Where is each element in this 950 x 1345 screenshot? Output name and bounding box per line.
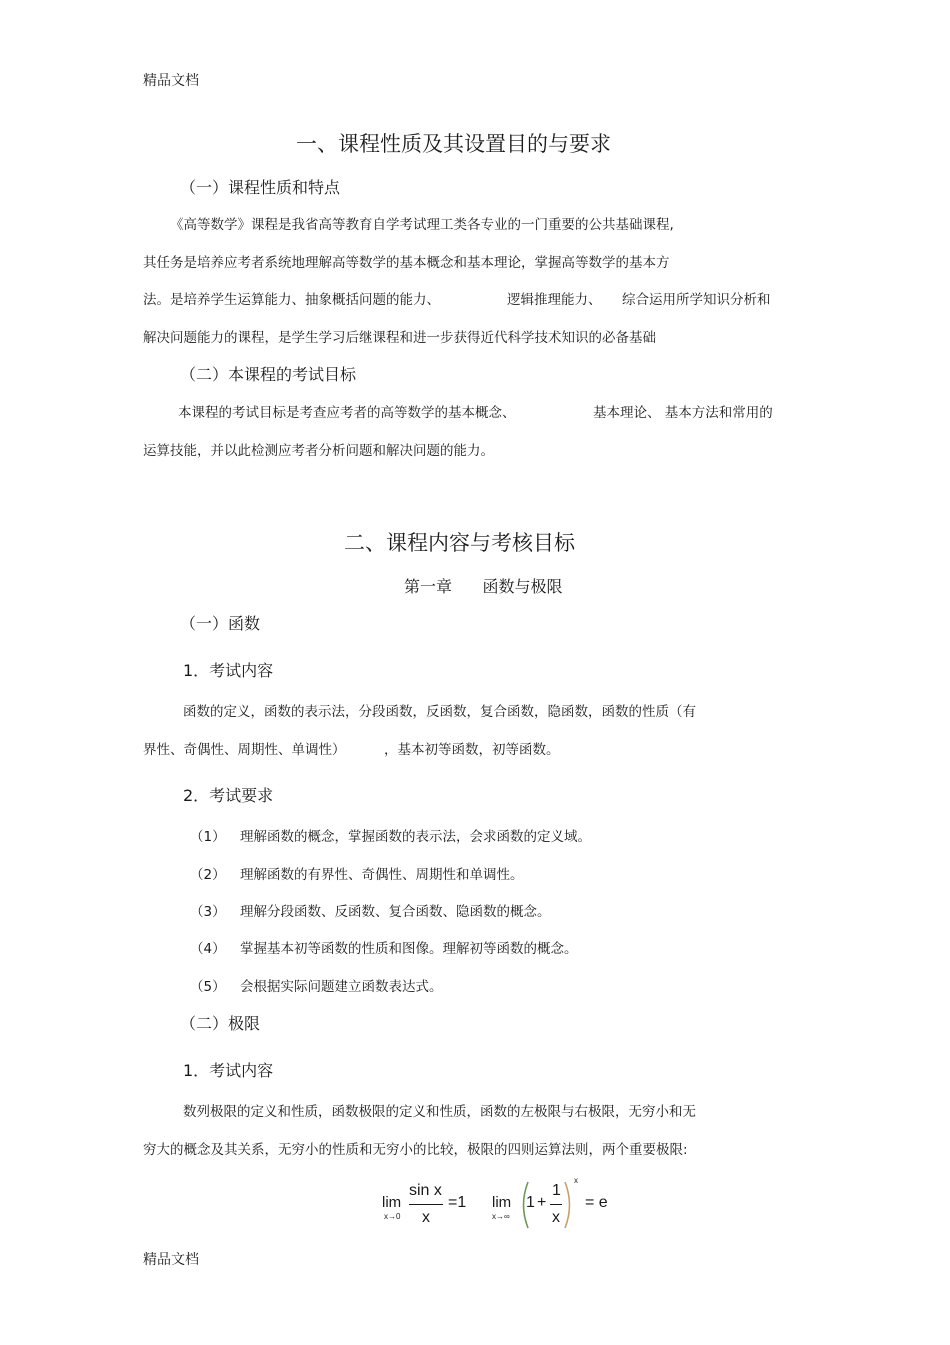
requirement-item <box>190 863 524 883</box>
exponent: x <box>574 1176 578 1185</box>
requirement-num: （2） <box>190 867 226 883</box>
fraction-bar-1 <box>409 1204 443 1205</box>
sub2-line1b: 基本理论、 基本方法和常用的 <box>593 405 773 421</box>
part1-content-title: 1．考试内容 <box>183 661 274 680</box>
requirement-num: （4） <box>190 941 226 957</box>
part1-content-line1: 函数的定义，函数的表示法，分段函数，反函数，复合函数，隐函数，函数的性质（有 <box>183 704 696 720</box>
requirement-item <box>190 937 578 957</box>
equals-one: =1 <box>448 1194 467 1211</box>
part1-content-line2b: ，基本初等函数，初等函数。 <box>384 742 560 758</box>
lim-label-1: lim <box>382 1194 402 1211</box>
part2-title: （二）极限 <box>180 1014 261 1033</box>
requirement-num: （3） <box>190 904 226 920</box>
fraction-numerator-2: 1 <box>552 1182 561 1199</box>
lim-subscript-2: x→∞ <box>492 1212 510 1221</box>
chapter-title: 第一章 函数与极限 <box>404 577 563 596</box>
part1-content-line2a: 界性、奇偶性、周期性、单调性） <box>143 742 346 758</box>
one-term: 1 <box>526 1194 535 1211</box>
lim-label-2: lim <box>492 1194 512 1211</box>
lim-subscript-1: x→0 <box>384 1212 401 1221</box>
sub1-line3b: 逻辑推理能力、 <box>507 292 602 308</box>
requirement-text: 会根据实际问题建立函数表达式。 <box>240 979 443 995</box>
sub1-line3c: 综合运用所学知识分析和 <box>622 292 771 308</box>
part2-content-line2: 穷大的概念及其关系，无穷小的性质和无穷小的比较，极限的四则运算法则，两个重要极限: <box>143 1142 688 1158</box>
sub2-title: （二）本课程的考试目标 <box>180 365 357 384</box>
sub1-line2: 其任务是培养应考者系统地理解高等数学的基本概念和基本理论，掌握高等数学的基本方 <box>143 255 670 271</box>
fraction-bar-2 <box>550 1204 562 1205</box>
section2-title: 二、课程内容与考核目标 <box>344 531 575 555</box>
part1-req-title: 2．考试要求 <box>183 786 274 805</box>
part1-title: （一）函数 <box>180 614 261 633</box>
sub1-title: （一）课程性质和特点 <box>180 178 341 197</box>
part2-content-title: 1．考试内容 <box>183 1061 274 1080</box>
requirement-text: 理解函数的有界性、奇偶性、周期性和单调性。 <box>240 867 524 883</box>
requirement-text: 掌握基本初等函数的性质和图像。理解初等函数的概念。 <box>240 941 578 957</box>
sub2-line1a: 本课程的考试目标是考查应考者的高等数学的基本概念、 <box>178 405 516 421</box>
fraction-numerator-1: sin x <box>409 1182 442 1199</box>
fraction-denominator-1: x <box>422 1209 430 1226</box>
sub1-line4: 解决问题能力的课程，是学生学习后继课程和进一步获得近代科学技术知识的必备基础 <box>143 330 656 346</box>
requirement-num: （5） <box>190 979 226 995</box>
requirement-item <box>190 975 443 995</box>
fraction-denominator-2: x <box>552 1209 560 1226</box>
sub1-line3a: 法。是培养学生运算能力、抽象概括问题的能力、 <box>143 292 440 308</box>
page-header: 精品文档 <box>143 73 199 89</box>
section1-title: 一、课程性质及其设置目的与要求 <box>296 132 611 156</box>
requirement-item <box>190 825 591 845</box>
sub2-line2: 运算技能，并以此检测应考者分析问题和解决问题的能力。 <box>143 443 494 459</box>
requirement-text: 理解分段函数、反函数、复合函数、隐函数的概念。 <box>240 904 551 920</box>
equals-e: = e <box>585 1194 608 1211</box>
plus-sign: + <box>537 1194 547 1211</box>
part2-content-line1: 数列极限的定义和性质，函数极限的定义和性质，函数的左极限与右极限，无穷小和无 <box>183 1104 696 1120</box>
sub1-line1: 《高等数学》课程是我省高等教育自学考试理工类各专业的一门重要的公共基础课程, <box>170 217 674 233</box>
requirement-text: 理解函数的概念，掌握函数的表示法，会求函数的定义域。 <box>240 829 591 845</box>
requirement-num: （1） <box>190 829 226 845</box>
important-limits-formula <box>380 1178 620 1234</box>
page-footer: 精品文档 <box>143 1252 199 1268</box>
right-paren-icon <box>563 1180 575 1230</box>
requirement-item <box>190 900 551 920</box>
